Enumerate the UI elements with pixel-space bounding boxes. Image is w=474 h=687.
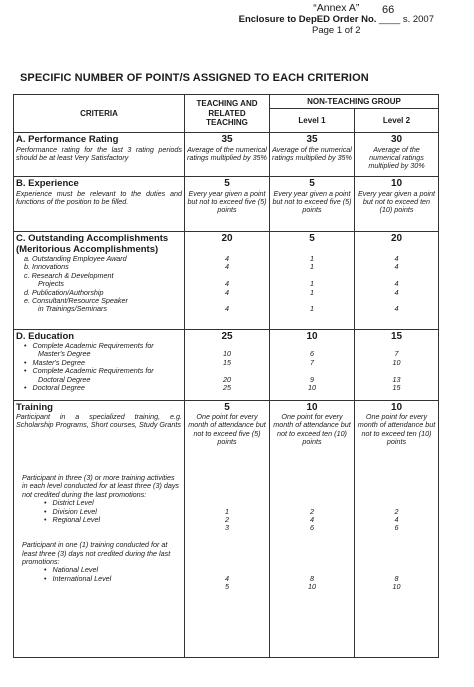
- list-item-continuation: Projects: [38, 279, 64, 289]
- performance-description: Performance rating for the last 3 rating periods should be at least Very Satisfactory: [14, 146, 185, 177]
- performance-title: A. Performance Rating: [14, 133, 185, 146]
- performance-level2-note: Average of the numerical ratings multiplied by 30%: [355, 146, 439, 177]
- experience-level1-note: Every year given a point but not to exceed five (5) points: [270, 190, 355, 232]
- page-header: [239, 3, 434, 36]
- list-item: c. Research & Development: [24, 270, 114, 280]
- experience-level1-points: 5: [270, 177, 355, 190]
- training-level2-points: 10: [355, 400, 439, 413]
- training-teaching-values: 1 2 3 4 5: [185, 466, 270, 657]
- training-level1-values: 2 4 6 8 10: [270, 466, 355, 657]
- list-item: a. Outstanding Employee Award: [24, 254, 127, 263]
- education-level2-points: 15: [355, 329, 439, 342]
- performance-level1-points: 35: [270, 133, 355, 146]
- annex-label: “Annex A”: [313, 2, 360, 14]
- experience-teaching-points: 5: [185, 177, 270, 190]
- performance-level1-note: Average of the numerical ratings multiplied by 35%: [270, 146, 355, 177]
- list-item: • Regional Level: [22, 516, 182, 524]
- training-level1-points: 10: [270, 400, 355, 413]
- list-item: • Complete Academic Requirements for: [16, 367, 182, 375]
- list-item: e. Consultant/Resource Speaker: [24, 296, 128, 306]
- order-blank: 66 ____: [379, 4, 401, 25]
- list-item: d. Publication/Authorship: [24, 287, 104, 297]
- education-teaching-points: 25: [185, 329, 270, 342]
- training-description: Participant in a specialized training, e.g. Scholarship Programs, Short courses, Study Grants: [14, 413, 185, 466]
- level1-header: Level 1: [270, 109, 355, 133]
- teaching-header: TEACHING AND RELATED TEACHING: [185, 95, 270, 133]
- performance-teaching-note: Average of the numerical ratings multiplied by 35%: [185, 146, 270, 177]
- education-level1-values: 6 7 9 10: [270, 342, 355, 400]
- list-item: • Master's Degree: [16, 359, 182, 367]
- training-title: Training: [14, 400, 185, 413]
- level2-header: Level 2: [355, 109, 439, 133]
- list-item: • National Level: [22, 566, 182, 574]
- experience-level2-note: Every year given a point but not to exceed ten (10) points: [355, 190, 439, 232]
- outstanding-level1-points: 5: [270, 232, 355, 256]
- experience-level2-points: 10: [355, 177, 439, 190]
- performance-level2-points: 30: [355, 133, 439, 146]
- outstanding-title: C. Outstanding Accomplishments (Meritorious Accomplishments): [14, 232, 185, 256]
- training-level2-values: 2 4 6 8 10: [355, 466, 439, 657]
- list-item-continuation: in Trainings/Seminars: [38, 304, 107, 314]
- outstanding-level2-values: 4 4 4 4 4: [355, 255, 439, 329]
- experience-title: B. Experience: [14, 177, 185, 190]
- experience-teaching-note: Every year given a point but not to exceed five (5) points: [185, 190, 270, 232]
- criteria-table: [13, 94, 439, 658]
- training-group1-description: Participant in three (3) or more training activities in each level conducted for at least three (3) days not credited during the last promotions:: [22, 473, 180, 499]
- education-level1-points: 10: [270, 329, 355, 342]
- training-level1-note: One point for every month of attendance but not to exceed ten (10) points: [270, 413, 355, 466]
- enclosure-prefix: Enclosure to DepED Order No.: [238, 14, 377, 25]
- training-groups: [14, 466, 185, 657]
- outstanding-level2-points: 20: [355, 232, 439, 256]
- training-level2-note: One point for every month of attendance but not to exceed ten (10) points: [355, 413, 439, 466]
- education-title: D. Education: [14, 329, 185, 342]
- non-teaching-header: NON-TEACHING GROUP: [270, 95, 439, 109]
- list-item: • Division Level: [22, 508, 182, 516]
- outstanding-teaching-points: 20: [185, 232, 270, 256]
- outstanding-teaching-values: 4 4 4 4 4: [185, 255, 270, 329]
- outstanding-items: [14, 255, 185, 329]
- criteria-header: CRITERIA: [14, 95, 185, 133]
- list-item: b. Innovations: [24, 262, 69, 272]
- training-group2-description: Participant in one (1) training conducted for at least three (3) days not credited during the last promotions:: [22, 540, 171, 567]
- order-year: s. 2007: [402, 14, 434, 25]
- education-items: [14, 342, 185, 400]
- list-item: • Doctoral Degree: [16, 384, 182, 392]
- list-item-continuation: Doctoral Degree: [38, 374, 91, 384]
- document-title: SPECIFIC NUMBER OF POINT/S ASSIGNED TO EACH CRITERION: [20, 72, 369, 84]
- education-level2-values: 7 10 13 15: [355, 342, 439, 400]
- list-item: • District Level: [22, 499, 182, 507]
- training-teaching-points: 5: [185, 400, 270, 413]
- education-teaching-values: 10 15 20 25: [185, 342, 270, 400]
- experience-description: Experience must be relevant to the duties and functions of the position to be filled.: [14, 190, 185, 232]
- outstanding-level1-values: 1 1 1 1 1: [270, 255, 355, 329]
- training-teaching-note: One point for every month of attendance but not to exceed five (5) points: [185, 413, 270, 466]
- order-number: 66: [382, 4, 395, 16]
- performance-teaching-points: 35: [185, 133, 270, 146]
- list-item-continuation: Master's Degree: [38, 349, 91, 359]
- list-item: • International Level: [22, 575, 182, 583]
- list-item: • Complete Academic Requirements for: [16, 342, 182, 350]
- page-number: Page 1 of 2: [312, 25, 361, 36]
